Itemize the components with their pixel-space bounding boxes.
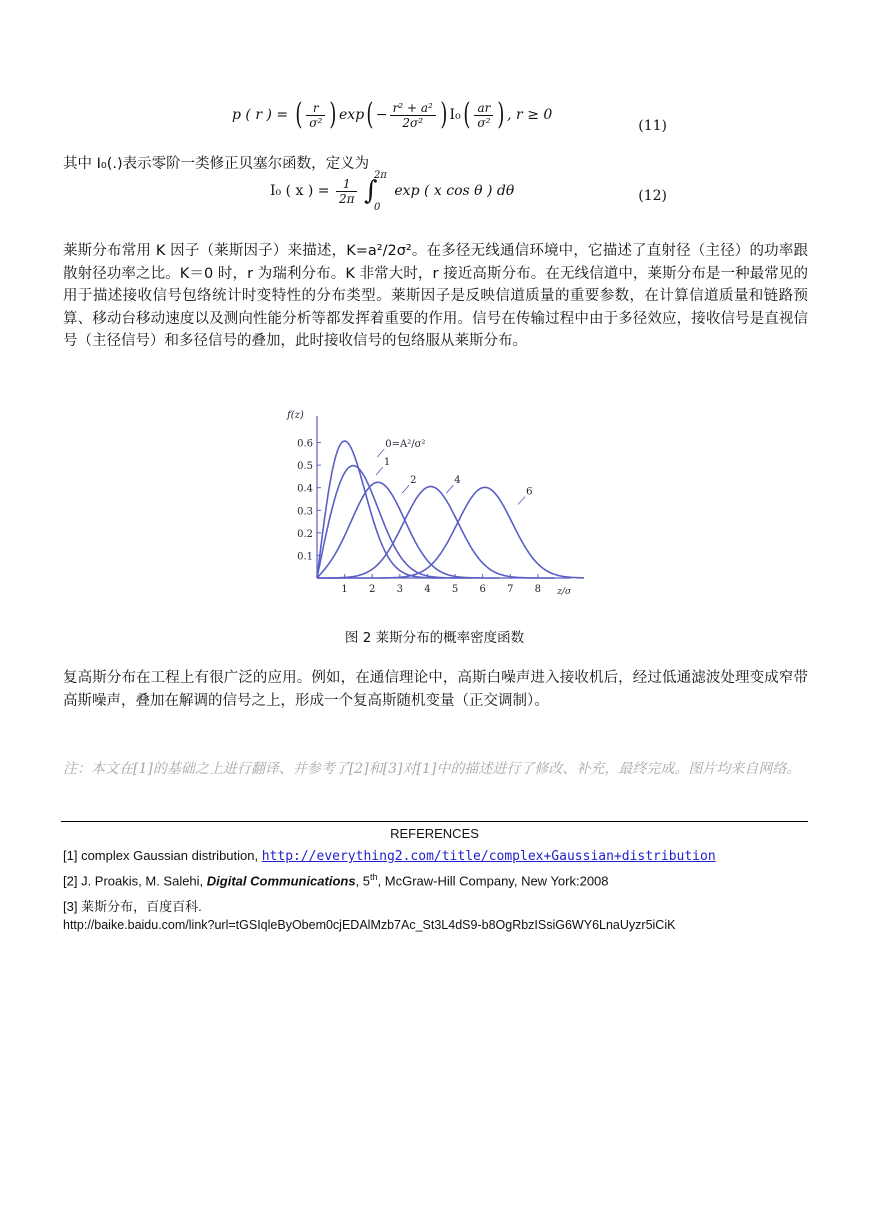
series-line-6 — [317, 487, 584, 578]
series-label-leader — [446, 485, 453, 493]
reference-2-title: Digital Communications — [206, 873, 356, 889]
y-tick-label: 0.5 — [297, 461, 313, 473]
eq11-condition: , r ≥ 0 — [507, 107, 553, 123]
x-tick-label: 2 — [369, 584, 376, 595]
reference-1-link[interactable]: http://everything2.com/title/complex+Gaussian+distribution — [261, 849, 716, 864]
equation-11-number: (11) — [638, 118, 667, 134]
y-tick-label: 0.2 — [297, 528, 313, 540]
complex-gaussian-paragraph: 复高斯分布在工程上有很广泛的应用。例如，在通信理论中，高斯白噪声进入接收机后，经过低通滤波处理变成窄带高斯噪声，叠加在解调的信号之上，形成一个复高斯随机变量（正交调制）。 — [63, 670, 808, 709]
eq11-bessel: I₀ — [449, 107, 461, 123]
eq11-frac1: $\frac{r}{\text{σ²}}$ — [306, 101, 325, 130]
x-axis-label: z/σ — [557, 587, 572, 597]
eq11-frac3: $\frac{ar}{\text{σ²}}$ — [474, 101, 493, 130]
reference-2: [2] J. Proakis, M. Salehi, Digital Communications, 5th, McGraw-Hill Company, New York:2008 — [63, 872, 609, 889]
reference-3: [3] 莱斯分布，百度百科. — [63, 899, 202, 914]
y-tick-label: 0.6 — [297, 438, 313, 450]
eq11-exp: exp — [339, 107, 365, 123]
series-label: 2 — [410, 475, 417, 487]
eq12-frac: $\frac{1}{2\pi}$ — [336, 177, 358, 206]
y-tick-label: 0.1 — [297, 551, 313, 563]
series-label-leader — [377, 449, 384, 457]
series-label: 6 — [526, 486, 533, 498]
y-tick-label: 0.4 — [297, 483, 313, 495]
rice-paragraph: 莱斯分布常用 K 因子（莱斯因子）来描述，K=a²/2σ²。在多径无线通信环境中，它描述了直射径（主径）的功率跟散射径功率之比。K＝0 时，r 为瑞利分布。K 非常大时，r 接近高斯分布。在无线信道中，莱斯分布是一种最常见的用于描述接收信号包络统计时变特性的分布类型。莱斯因子是反映信道质量的重要参数，在计算信道质量和链路预算、移动台移动速度以及测向性能分析等都发挥着重要的作用。信号在传输过程中由于多径效应，接收信号是直视信号（主径信号）和多径信号的叠加，此时接收信号的包络服从莱斯分布。 — [63, 243, 808, 349]
reference-1: [1] complex Gaussian distribution, http://everything2.com/title/complex+Gaussian+distribution — [63, 848, 716, 864]
y-tick-label: 0.3 — [297, 506, 313, 518]
series-label: 1 — [383, 457, 391, 469]
series-label-leader — [518, 496, 525, 504]
series-label: 4 — [454, 475, 461, 487]
y-axis-label: f(z) — [287, 410, 304, 421]
eq12-integral: ∫ 2π 0 — [363, 170, 387, 213]
figure-caption: 图 2 莱斯分布的概率密度函数 — [344, 630, 525, 646]
series-label-leader — [402, 485, 409, 493]
bessel-definition-text: 其中 I₀(.)表示零阶一类修正贝塞尔函数，定义为 — [63, 156, 370, 172]
x-tick-label: 4 — [424, 584, 431, 595]
x-tick-label: 6 — [479, 584, 486, 595]
references-divider — [61, 821, 808, 822]
translation-note: 注：本文在[1]的基础之上进行翻译、并参考了[2]和[3]对[1]中的描述进行了修改、补充，最终完成。图片均来自网络。 — [63, 761, 801, 777]
eq12-lhs: I₀ ( x ) = — [270, 183, 330, 199]
eq11-lhs: p ( r ) = — [232, 107, 289, 123]
series-label: 0=A²/σ² — [385, 439, 426, 451]
references-title: REFERENCES — [390, 826, 479, 841]
eq12-integrand: exp ( x cos θ ) dθ — [394, 183, 515, 199]
x-tick-label: 1 — [341, 584, 348, 595]
rice-pdf-chart — [284, 410, 584, 606]
series-line-1 — [317, 466, 472, 578]
eq11-frac2: $\frac{\text{r² + a²}}{\text{2σ²}}$ — [390, 101, 436, 130]
x-tick-label: 8 — [534, 584, 542, 595]
x-tick-label: 3 — [396, 584, 404, 595]
series-label-leader — [376, 467, 383, 475]
x-tick-label: 5 — [451, 584, 459, 595]
equation-12-number: (12) — [638, 188, 667, 204]
x-tick-label: 7 — [507, 584, 514, 595]
series-line-4 — [317, 487, 554, 578]
reference-3-url[interactable]: http://baike.baidu.com/link?url=tGSIqleByObem0cjEDAlMzb7Ac_St3L4dS9-b8OgRbzISsiG6WY6LnaUyzr5iCiK — [63, 918, 676, 932]
